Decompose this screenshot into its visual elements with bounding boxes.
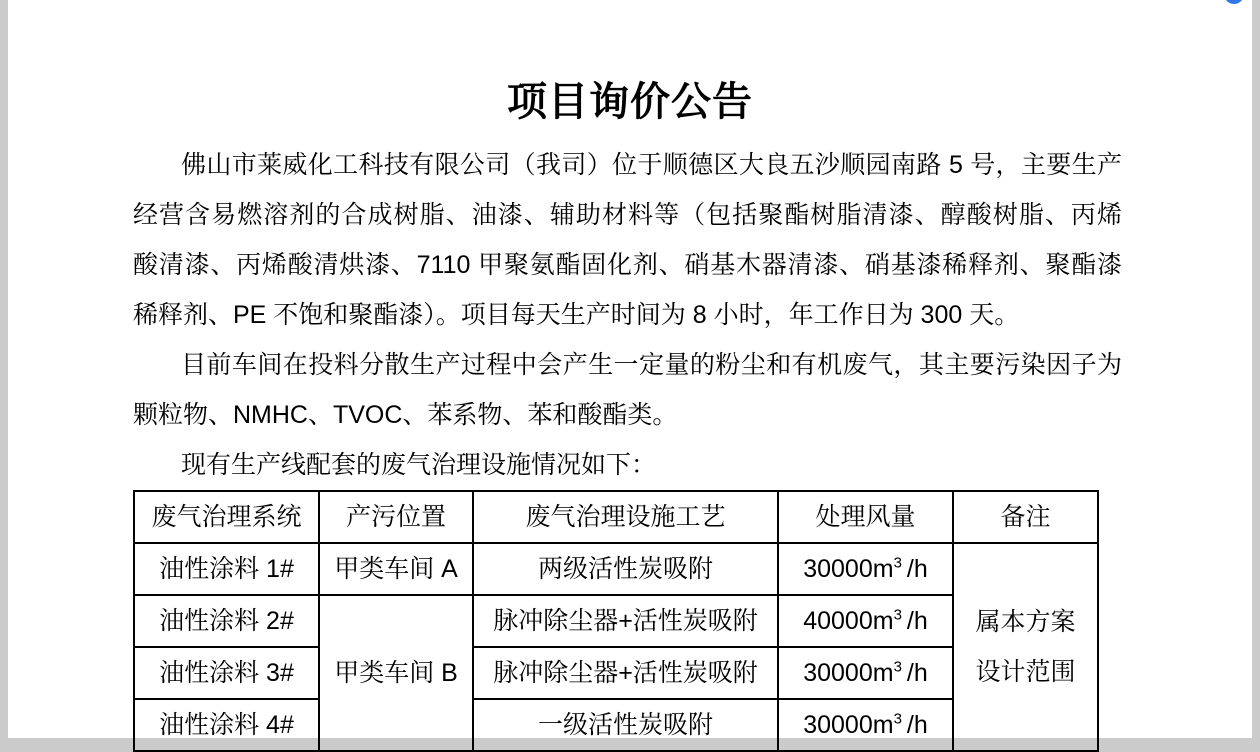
paragraph-line: 目前车间在投料分散生产过程中会产生一定量的粉尘和有机废气，其主要污染因子为 [181, 351, 1122, 379]
header-remark: 备注 [953, 491, 1098, 543]
paragraph-pollutants [133, 340, 1122, 440]
document-body [133, 140, 1122, 752]
paragraph-line: 稀释剂、PE 不饱和聚酯漆）。项目每天生产时间为 8 小时，年工作日为 300 天。 [133, 301, 1020, 329]
paragraph-company-intro [133, 140, 1122, 340]
cell-system: 油性涂料 4# [134, 699, 319, 751]
cell-process: 脉冲除尘器+活性炭吸附 [473, 647, 778, 699]
cell-location: 甲类车间 A [319, 543, 473, 595]
remark-line: 设计范围 [975, 658, 1076, 686]
header-process: 废气治理设施工艺 [473, 491, 778, 543]
paragraph-line: 酸清漆、丙烯酸清烘漆、7110 甲聚氨酯固化剂、硝基木器清漆、硝基漆稀释剂、聚酯漆 [133, 251, 1122, 279]
header-airflow: 处理风量 [778, 491, 953, 543]
cell-process: 两级活性炭吸附 [473, 543, 778, 595]
table-row [134, 543, 1098, 595]
cell-process: 脉冲除尘器+活性炭吸附 [473, 595, 778, 647]
paragraph-line: 佛山市莱威化工科技有限公司（我司）位于顺德区大良五沙顺园南路 5 号，主要生产 [181, 151, 1122, 179]
cell-location-merged: 甲类车间 B [319, 595, 473, 751]
cell-process: 一级活性炭吸附 [473, 699, 778, 751]
cell-airflow: $40000m^3$ /h [778, 595, 953, 647]
cell-system: 油性涂料 1# [134, 543, 319, 595]
paragraph-line: 经营含易燃溶剂的合成树脂、油漆、辅助材料等（包括聚酯树脂清漆、醇酸树脂、丙烯 [133, 201, 1122, 229]
paragraph-line: 现有生产线配套的废气治理设施情况如下： [181, 451, 657, 479]
cell-airflow: $30000m^3$ /h [778, 699, 953, 751]
paragraph-line: 颗粒物、NMHC、TVOC、苯系物、苯和酸酯类。 [133, 401, 678, 429]
header-system: 废气治理系统 [134, 491, 319, 543]
cell-system: 油性涂料 3# [134, 647, 319, 699]
cell-airflow: $30000m^3$ /h [778, 647, 953, 699]
remark-line: 属本方案 [975, 608, 1076, 636]
cell-airflow: $30000m^3$ /h [778, 543, 953, 595]
treatment-facilities-table [133, 490, 1099, 752]
document-title: 项目询价公告 [507, 80, 753, 124]
table-header-row [134, 491, 1098, 543]
cell-remark-merged [953, 543, 1098, 751]
cell-system: 油性涂料 2# [134, 595, 319, 647]
header-location: 产污位置 [319, 491, 473, 543]
paragraph-table-lead-in [133, 440, 1122, 490]
document-page[interactable] [8, 0, 1252, 738]
